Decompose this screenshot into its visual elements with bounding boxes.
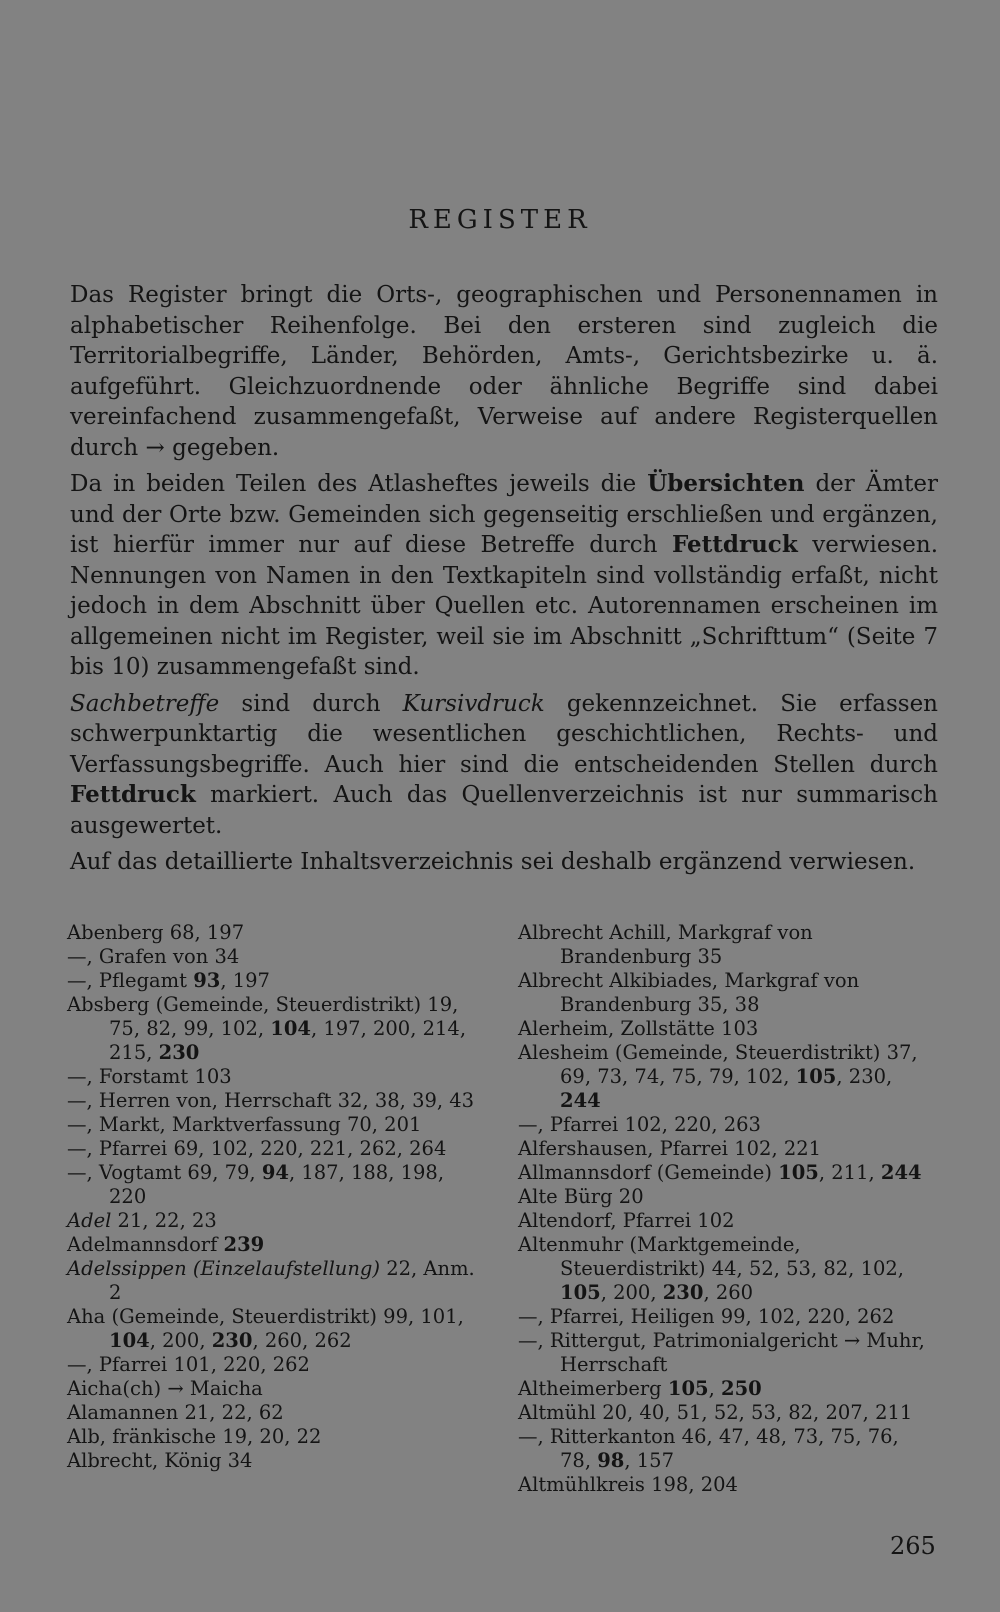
index-entry: —, Rittergut, Patrimonialgericht → Muhr, Herrschaft: [518, 1329, 925, 1376]
index-entry: —, Pfarrei, Heiligen 99, 102, 220, 262: [518, 1305, 895, 1328]
intro-paragraph-4: Auf das detaillierte Inhaltsverzeichnis sei deshalb ergänzend verwiesen.: [70, 849, 916, 875]
index-entry: Alerheim, Zollstätte 103: [518, 1017, 759, 1040]
page-number: 265: [890, 1532, 936, 1560]
index-entry: Abenberg 68, 197: [67, 921, 245, 944]
index-entry: —, Grafen von 34: [67, 945, 240, 968]
index-entry: —, Pflegamt 93, 197: [67, 969, 270, 992]
index-entry: Altmühlkreis 198, 204: [518, 1473, 738, 1496]
index-entry: Alfershausen, Pfarrei 102, 221: [518, 1137, 822, 1160]
intro-paragraph-2: Da in beiden Teilen des Atlasheftes jeweils die Übersichten der Ämter und der Orte bzw. Gemeinden sich gegenseitig erschließen und ergänzen, ist hierfür immer nur auf diese Betreffe durch Fettdruck verwiesen. Nennungen von Namen in den Textkapiteln sind vollständig erfaßt, nicht jedoch in dem Abschnitt über Quellen etc. Autorennamen erscheinen im allgemeinen nicht im Register, weil sie im Abschnitt „Schrifttum“ (Seite 7 bis 10) zusammengefaßt sind.: [70, 470, 939, 680]
index-entry: Alb, fränkische 19, 20, 22: [67, 1425, 322, 1448]
index-entry: Alesheim (Gemeinde, Steuerdistrikt) 37, 69, 73, 74, 75, 79, 102, 105, 230, 244: [518, 1041, 918, 1112]
index-entry: —, Pfarrei 69, 102, 220, 221, 262, 264: [67, 1137, 447, 1160]
index-entry: —, Markt, Marktverfassung 70, 201: [67, 1113, 422, 1136]
index-entry: Aicha(ch) → Maicha: [67, 1377, 263, 1400]
index-entry: Adelmannsdorf 239: [67, 1233, 265, 1256]
index-entry: Adelssippen (Einzelaufstellung) 22, Anm. 2: [67, 1257, 475, 1304]
index-column-left: [67, 921, 482, 1473]
index-entry: —, Pfarrei 101, 220, 262: [67, 1353, 310, 1376]
intro-paragraph-3: Sachbetreffe sind durch Kursivdruck gekennzeichnet. Sie erfassen schwerpunktartig die wesentlichen geschichtlichen, Rechts- und Verfassungsbegriffe. Auch hier sind die entscheidenden Stellen durch Fettdruck markiert. Auch das Quellenverzeichnis ist nur summarisch ausgewertet.: [70, 690, 938, 839]
index-entry: Aha (Gemeinde, Steuerdistrikt) 99, 101, 104, 200, 230, 260, 262: [67, 1305, 464, 1352]
index-entry: Altmühl 20, 40, 51, 52, 53, 82, 207, 211: [518, 1401, 913, 1424]
index-entry: —, Ritterkanton 46, 47, 48, 73, 75, 76, 78, 98, 157: [518, 1425, 899, 1472]
page-title: REGISTER: [408, 205, 592, 235]
index-entry: —, Forstamt 103: [67, 1065, 232, 1088]
index-entry: —, Pfarrei 102, 220, 263: [518, 1113, 761, 1136]
index-entry: Allmannsdorf (Gemeinde) 105, 211, 244: [518, 1161, 922, 1184]
index-entry: —, Herren von, Herrschaft 32, 38, 39, 43: [67, 1089, 475, 1112]
index-entry: Albrecht Alkibiades, Markgraf von Brandenburg 35, 38: [518, 969, 860, 1016]
index-entry: —, Vogtamt 69, 79, 94, 187, 188, 198, 220: [67, 1161, 445, 1208]
index-entry: Alamannen 21, 22, 62: [67, 1401, 284, 1424]
index-column-right: [518, 921, 933, 1497]
index-entry: Adel 21, 22, 23: [67, 1209, 217, 1232]
index-entry: Alte Bürg 20: [518, 1185, 644, 1208]
index-entry: Albrecht, König 34: [67, 1449, 253, 1472]
index-entry: Altenmuhr (Marktgemeinde, Steuerdistrikt) 44, 52, 53, 82, 102, 105, 200, 230, 260: [518, 1233, 904, 1304]
intro-text: [70, 280, 938, 884]
index-entry: Albrecht Achill, Markgraf von Brandenburg 35: [518, 921, 813, 968]
index-entry: Altheimerberg 105, 250: [518, 1377, 762, 1400]
intro-paragraph-1: Das Register bringt die Orts-, geographischen und Personennamen in alphabetischer Reihenfolge. Bei den ersteren sind zugleich die Territorialbegriffe, Länder, Behörden, Amts-, Gerichtsbezirke u. ä. aufgeführt. Gleichzuordnende oder ähnliche Begriffe sind dabei vereinfachend zusammengefaßt, Verweise auf andere Registerquellen durch → gegeben.: [70, 282, 938, 461]
index-entry: Altendorf, Pfarrei 102: [518, 1209, 735, 1232]
index-entry: Absberg (Gemeinde, Steuerdistrikt) 19, 75, 82, 99, 102, 104, 197, 200, 214, 215, 230: [67, 993, 467, 1064]
